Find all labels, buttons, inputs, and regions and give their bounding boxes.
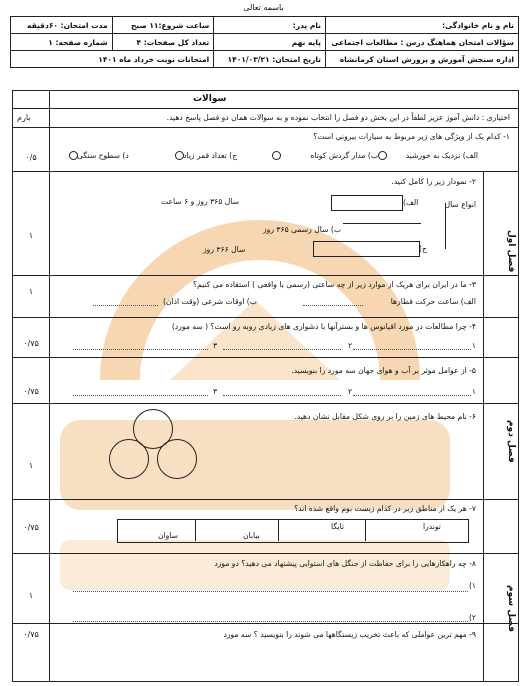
q2-label-a: الف) [403,198,419,207]
q5-num-2: ۲ [348,387,353,396]
exam-date: تاریخ امتحان: ۱۴۰۱/۰۳/۲۱ [214,51,326,68]
q7-item-desert: بیابان [243,531,260,540]
father-name-field: نام پدر: [214,17,326,34]
q1-option-b[interactable]: ب) مدار گردش کوتاه [310,151,378,160]
question-1: ۱- کدام یک از ویژگی های زیر مربوط به سیارات بیرونی است؟ [313,132,510,141]
q1-option-d[interactable]: د) سطوح سنگی [77,151,129,160]
exam-duration: مدت امتحان: ۶۰دقیقه [11,17,113,34]
q2-answer-box-c[interactable] [313,241,420,257]
q3-score: ۱ [28,287,34,296]
question-3: ۳- ما در ایران برای هریک از موارد زیر از چه ساعتی (رسمی یا واقعی ) استفاده می کنیم؟ [192,280,476,289]
question-5: ۵- از عوامل موثر بر آب و هوای جهان سه مورد را بنویسید. [291,366,476,375]
total-pages: تعداد کل صفحات: ۴ [112,34,214,51]
q1-radio-c[interactable] [175,151,184,160]
earth-sphere-circle-right [157,439,197,479]
q1-option-a[interactable]: الف) نزدیک به خورشید [405,151,478,160]
q2-root-label: انواع سال [444,200,476,209]
q7-score: ۰/۷۵ [23,523,39,532]
q7-item-tundra: توندرا [423,522,441,531]
earth-sphere-circle-left [109,439,149,479]
q2-score: ۱ [28,231,34,240]
q8-num-1: ۱) [468,581,476,590]
q4-score: ۰/۷۵ [23,339,39,348]
q7-item-taiga: تایگا [331,522,345,531]
question-9: ۹- مهم ترین عواملی که باعث تخریب زیستگاهها می شوند را بنویسید ؟ سه مورد [223,630,476,639]
q9-score: ۰/۷۵ [23,630,39,639]
page-title: باسمه تعالی [243,3,284,12]
q1-radio-d[interactable] [69,151,78,160]
exam-header [10,16,519,68]
q8-score: ۱ [28,591,34,600]
q8-num-2: ۲) [468,613,476,622]
q2-desc-c: سال ۳۶۶ روز [203,245,246,254]
q1-option-c[interactable]: ج) تعداد قمر زیاد [183,151,238,160]
section-1-label: فصل اول [506,229,516,273]
q1-radio-a[interactable] [378,151,387,160]
q5-num-3: ۳ [213,387,218,396]
grade-level: پایه نهم [214,34,326,51]
q4-num-1: ۱ [471,341,476,350]
q7-item-savanna: ساوان [158,531,179,540]
question-7: ۷- هر یک از مناطق زیر در کدام زیست بوم واقع شده اند؟ [294,504,476,513]
department: اداره سنجش آموزش و پرورش استان کرمانشاه [325,51,518,68]
exam-session: امتحانات نوبت خرداد ماه ۱۴۰۱ [11,51,214,68]
intro-instructions: اختیاری : دانش آموز عزیز لطفاً در این بخش دو فصل را انتخاب نموده و به سوالات همان دو فصل پاسخ دهید. [166,113,510,122]
question-8: ۸- چه راهکارهایی را برای حفاظت از جنگل های استوایی پیشنهاد می دهید؟ دو مورد [214,559,476,568]
q3-item-a: الف) ساعت حرکت قطارها [390,297,476,306]
q2-label-c: ج) [419,244,427,253]
q5-num-1: ۱ [471,387,476,396]
questions-table [12,90,519,682]
score-column-divider [49,91,50,681]
start-time: ساعت شروع:۱۱ صبح [112,17,214,34]
q2-item-b: ب) سال رسمی ۳۶۵ روز [263,225,341,234]
course-title: سؤالات امتحان هماهنگ درس : مطالعات اجتماعی [325,34,518,51]
q4-num-2: ۲ [348,341,353,350]
question-4: ۴- چرا مطالعات در مورد اقیانوس ها و بسترآنها با دشواری های زیادی روبه رو است؟ ( سه مورد) [171,322,476,331]
section-column-divider [483,171,484,681]
q1-score: ۰/۵ [25,153,37,162]
student-name-field: نام و نام خانوادگی: [325,17,518,34]
q2-desc-a: سال ۳۶۵ روز و ۶ ساعت [161,197,239,206]
q3-item-b: ب) اوقات شرعی (وقت اذان) [163,297,257,306]
score-header: بارم [17,113,31,122]
questions-header: سوالات [193,94,227,104]
section-3-label: فصل سوم [506,585,516,633]
section-2-label: فصل دوم [506,419,516,463]
question-6: ۶- نام محیط های زمین را بر روی شکل مقابل نشان دهید. [294,412,476,421]
q5-score: ۰/۷۵ [23,387,39,396]
page-number: شماره صفحه: ۱ [11,34,113,51]
q6-score: ۱ [28,461,34,470]
q2-answer-box-a[interactable] [331,195,403,211]
q1-radio-b[interactable] [272,151,281,160]
q4-num-3: ۳ [213,341,218,350]
question-2: ۲- نمودار زیر را کامل کنید. [391,177,476,186]
